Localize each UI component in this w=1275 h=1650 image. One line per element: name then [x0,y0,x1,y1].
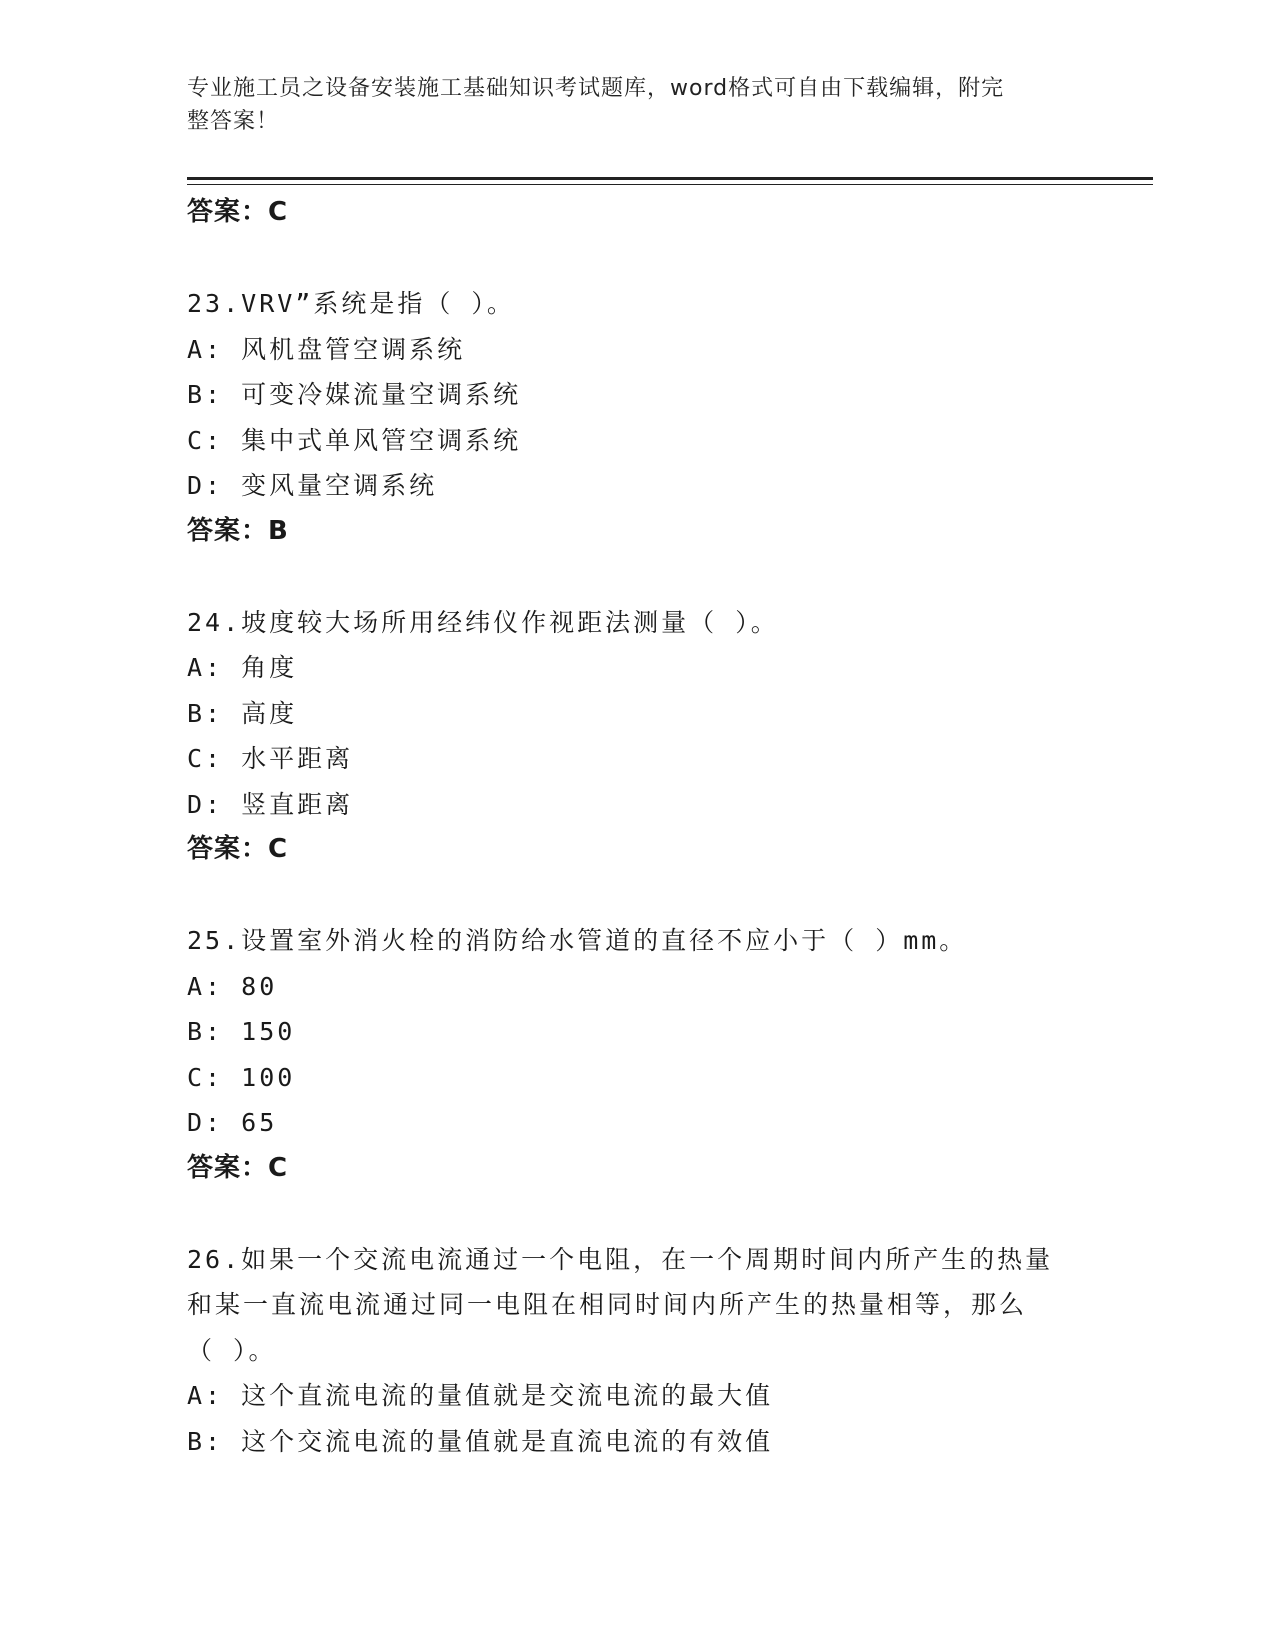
question-stem: 24.坡度较大场所用经纬仪作视距法测量（ ）。 [187,607,779,637]
option-d: D: 变风量空调系统 [187,471,438,500]
option-b: B: 高度 [187,698,298,728]
question-block [187,918,1087,1191]
option-c: C: 100 [187,1062,296,1092]
option-b: B: 可变冷媒流量空调系统 [187,380,522,409]
question-block [187,281,1087,554]
header-rule-thick [187,177,1153,180]
option-a: A: 80 [187,971,278,1001]
option-a: A: 这个直流电流的量值就是交流电流的最大值 [187,1381,774,1410]
header-line-1: 专业施工员之设备安装施工基础知识考试题库，word格式可自由下载编辑，附完 [187,76,1005,101]
answer-line: 答案：B [187,515,289,546]
option-d: D: 65 [187,1108,278,1137]
spacer [187,554,1087,600]
option-a: A: 风机盘管空调系统 [187,334,466,364]
option-c: C: 集中式单风管空调系统 [187,425,522,455]
answer-line: 答案：C [187,834,289,864]
spacer [187,236,1087,282]
question-stem-line: 26.如果一个交流电流通过一个电阻，在一个周期时间内所产生的热量 [187,1244,1054,1274]
question-list [187,190,1087,1464]
option-a: A: 角度 [187,653,298,682]
question-block [187,1237,1087,1465]
header-rule-thin [187,184,1153,185]
header-line-2: 整答案！ [187,109,280,134]
spacer [187,873,1087,919]
option-b: B: 150 [187,1017,296,1046]
question-stem: 23.VRV”系统是指（ ）。 [187,289,515,318]
spacer [187,1191,1087,1237]
question-block [187,600,1087,873]
question-stem-line: （ ）。 [187,1335,277,1365]
option-b: B: 这个交流电流的量值就是直流电流的有效值 [187,1426,774,1456]
document-header [187,72,1067,138]
option-c: C: 水平距离 [187,744,354,773]
option-d: D: 竖直距离 [187,789,354,819]
question-stem-line: 和某一直流电流通过同一电阻在相同时间内所产生的热量相等，那么 [187,1290,1028,1319]
question-stem: 25.设置室外消火栓的消防给水管道的直径不应小于（ ）mm。 [187,926,968,955]
answer-line: 答案：C [187,1152,289,1183]
answer-line: 答案：C [187,197,289,227]
